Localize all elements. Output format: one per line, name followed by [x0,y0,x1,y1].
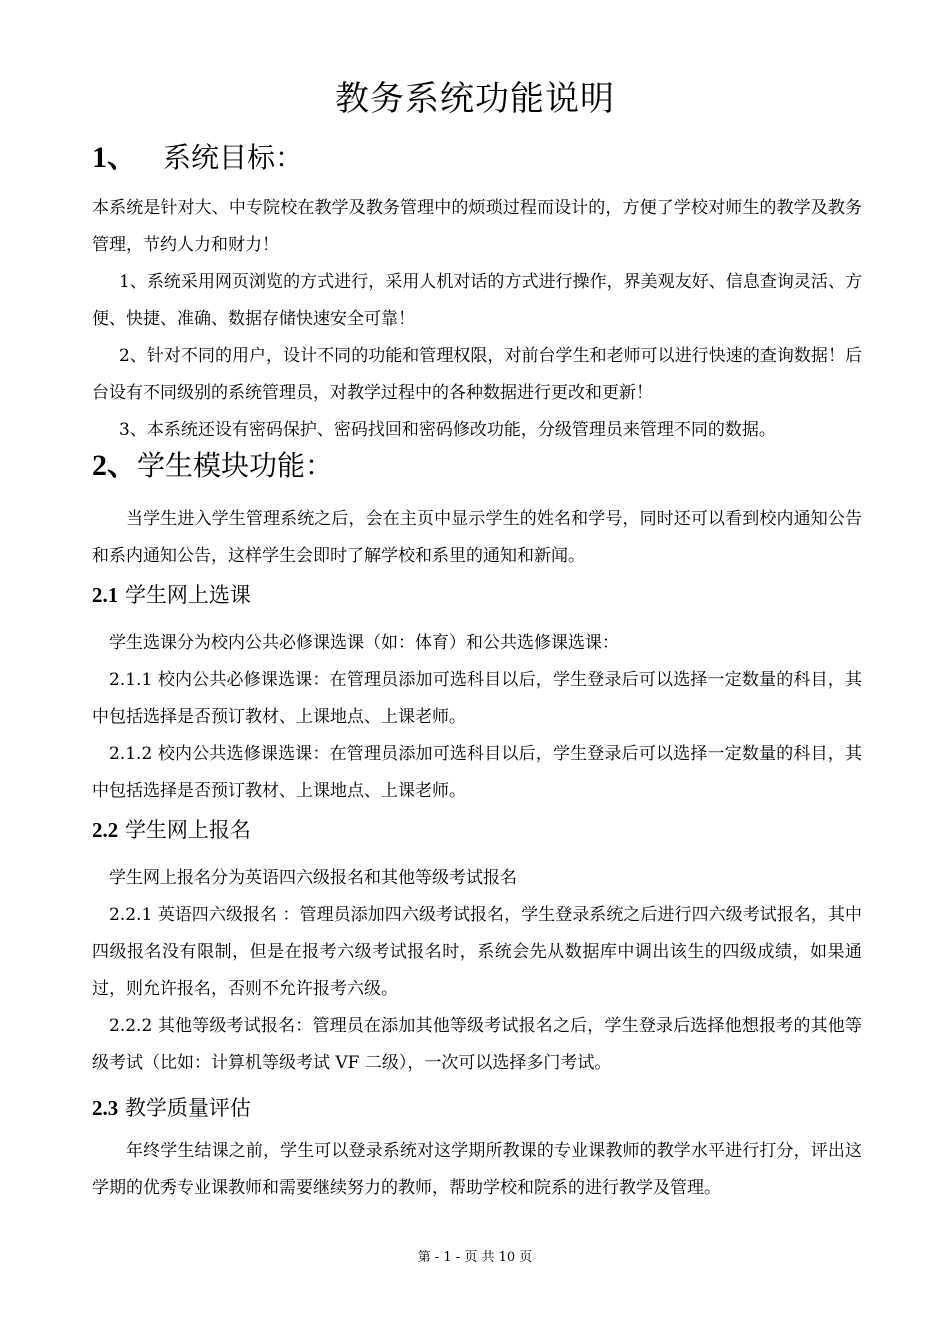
subsection-2-2-number: 2.2 [92,818,119,842]
subsection-2-1-para-1: 学生选课分为校内公共必修课选课（如：体育）和公共选修课选课： [109,633,619,653]
subsection-2-3-para-1: 年终学生结课之前，学生可以登录系统对这学期所教课的专业课教师的教学水平进行打分，评出这学期的优秀专业课教师和需要继续努力的教师，帮助学校和院系的进行教学及管理。 [92,1141,862,1198]
subsection-2-1-para-2: 2.1.1 校内公共必修课选课：在管理员添加可选科目以后，学生登录后可以选择一定数量的科目，其中包括选择是否预订教材、上课地点、上课老师。 [92,670,862,727]
subsection-2-3-heading [92,1093,251,1123]
subsection-2-1-number: 2.1 [92,583,119,607]
section-1-item-1: 1、系统采用网页浏览的方式进行，采用人机对话的方式进行操作，界美观友好、信息查询灵活、方便、快捷、准确、数据存储快速安全可靠！ [92,272,862,329]
subsection-2-2-para-3: 2.2.2 其他等级考试报名：管理员在添加其他等级考试报名之后，学生登录后选择他想报考的其他等级考试（比如：计算机等级考试 VF 二级），一次可以选择多门考试。 [92,1016,862,1073]
section-1-item-3: 3、本系统还设有密码保护、密码找回和密码修改功能，分级管理员来管理不同的数据。 [119,420,776,440]
section-2-intro: 当学生进入学生管理系统之后，会在主页中显示学生的姓名和学号，同时还可以看到校内通知公告和系内通知公告，这样学生会即时了解学校和系里的通知和新闻。 [92,509,862,566]
section-2-number: 2、 [92,449,137,482]
subsection-2-1-title: 学生网上选课 [124,583,251,607]
subsection-2-2-heading [92,815,251,845]
subsection-2-2-title: 学生网上报名 [124,818,251,842]
section-1-heading [92,138,303,178]
subsection-2-3-title: 教学质量评估 [124,1096,251,1120]
section-2-title: 学生模块功能： [137,449,334,482]
subsection-2-3-number: 2.3 [92,1096,119,1120]
page-footer: 第 - 1 - 页 共 10 页 [417,1250,533,1265]
section-1-item-2: 2、针对不同的用户，设计不同的功能和管理权限，对前台学生和老师可以进行快速的查询数据！后台设有不同级别的系统管理员，对教学过程中的各种数据进行更改和更新！ [92,346,862,403]
subsection-2-1-para-3: 2.1.2 校内公共选修课选课：在管理员添加可选科目以后，学生登录后可以选择一定数量的科目，其中包括选择是否预订教材、上课地点、上课老师。 [92,744,862,801]
subsection-2-2-para-1: 学生网上报名分为英语四六级报名和其他等级考试报名 [109,868,517,888]
document-title: 教务系统功能说明 [335,79,615,119]
section-1-intro: 本系统是针对大、中专院校在教学及教务管理中的烦琐过程而设计的，方便了学校对师生的教学及教务管理，节约人力和财力！ [92,198,862,255]
subsection-2-2-para-2: 2.2.1 英语四六级报名 ：管理员添加四六级考试报名，学生登录系统之后进行四六级考试报名，其中四级报名没有限制，但是在报考六级考试报名时，系统会先从数据库中调出该生的四级成绩，如果通过，则允许报名，否则不允许报考六级。 [92,905,862,999]
section-1-number: 1、 [92,141,137,174]
subsection-2-1-heading [92,580,251,610]
section-1-title: 系统目标： [163,141,304,174]
section-2-heading [92,446,333,486]
